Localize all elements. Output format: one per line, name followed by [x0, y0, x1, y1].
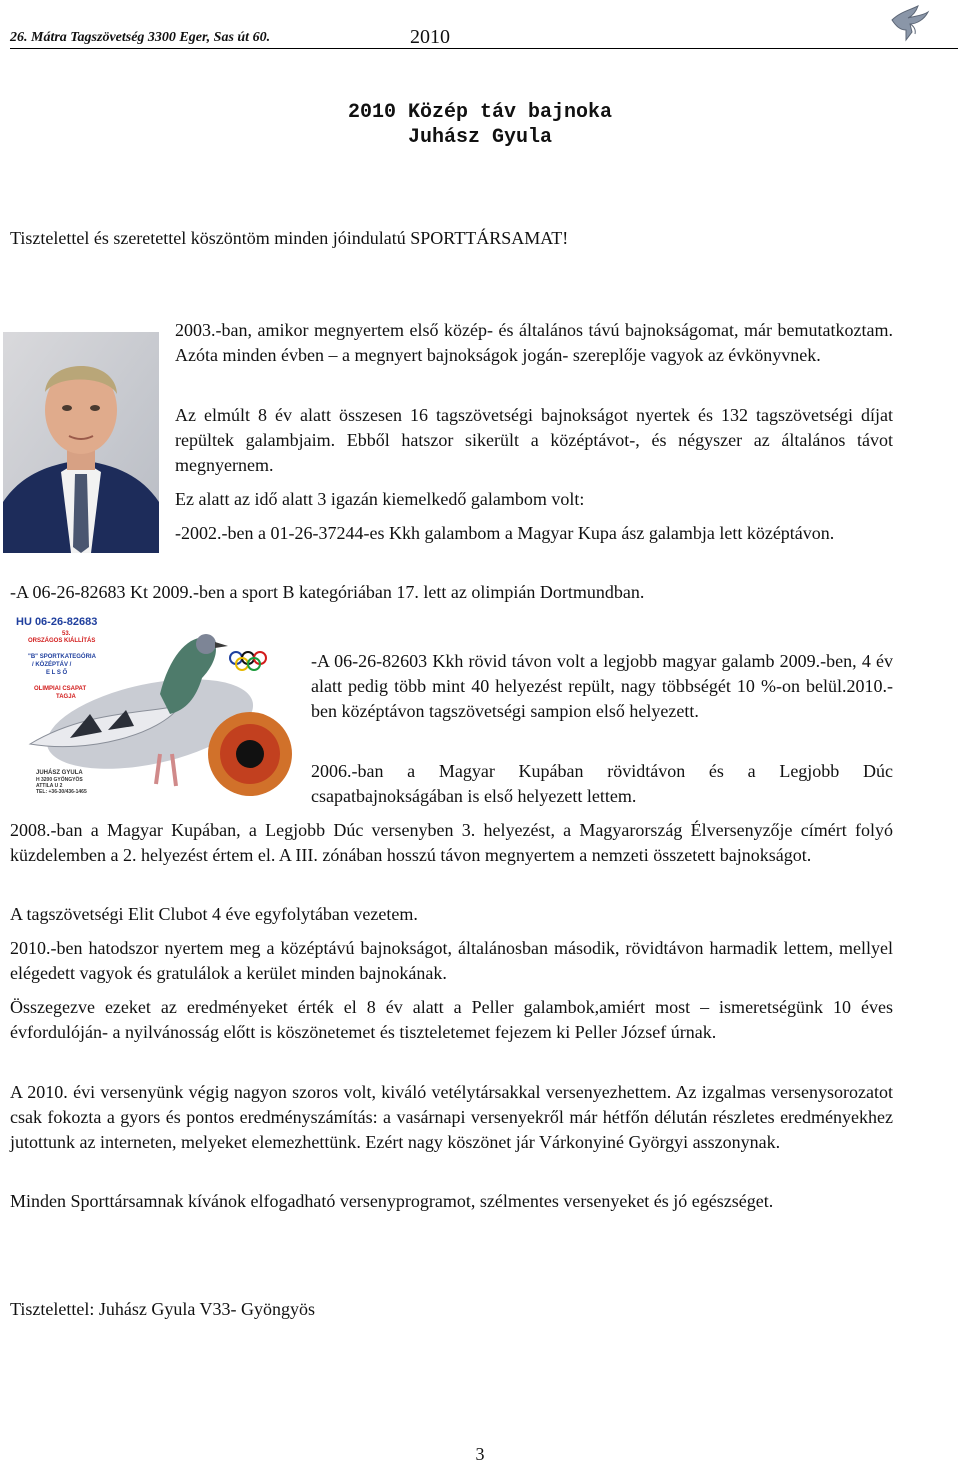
- paragraph-2010-results: 2010.-ben hatodszor nyertem meg a középtávú bajnokságot, általánosban második, rövidtávon harmadik lettem, mellyel elégedett vagyok és gratulálok a kerület minden bajnokának.: [10, 938, 893, 983]
- header-association: 26. Mátra Tagszövetség 3300 Eger, Sas út 60.: [10, 30, 271, 45]
- pigeon-owner-address2: ATTILA U 2: [36, 783, 63, 789]
- article-title: [0, 100, 960, 150]
- pigeon-ring-number: HU 06-26-82683: [16, 616, 98, 628]
- paragraph-peller: Összegezve ezeket az eredményeket érték el 8 év alatt a Peller galambok,amiért most – ismeretségünk 10 éves évfordulóján- a nyilvánosság előtt is köszönetemet és tiszteletemet fejezem ki Peller József úrnak.: [10, 997, 893, 1042]
- paragraph-2006: 2006.-ban a Magyar Kupában rövidtávon és a Legjobb Dúc csapatbajnokságában is első helyezett lettem.: [311, 761, 893, 806]
- paragraph-wishes: Minden Sporttársamnak kívánok elfogadható versenyprogramot, szélmentes versenyeket és jó egészséget.: [10, 1191, 774, 1211]
- paragraph-pigeon-82603: -A 06-26-82603 Kkh rövid távon volt a legjobb magyar galamb 2009.-ben, 4 év alatt pedig több mint 40 helyezést repült, nagy többségét 10 %-on belül.2010.-ben középtávon tagszövetségi sampion első helyezett.: [311, 651, 893, 721]
- pigeon-owner-name: JUHÁSZ GYULA: [36, 770, 83, 776]
- paragraph-2003: 2003.-ban, amikor megnyertem első közép- és általános távú bajnokságomat, már bemutatkoztam. Azóta minden évben – a megnyert bajnokságok jogán- szereplője vagyok az évkönyvnek.: [175, 320, 893, 365]
- pigeon-owner-phone: TEL: +36-30/436-1465: [36, 789, 87, 795]
- header-year: 2010: [410, 26, 450, 48]
- pigeon-card-line6: OLIMPIAI CSAPAT: [34, 686, 87, 692]
- page-number: 3: [475, 1444, 485, 1464]
- title-line-1: 2010 Közép táv bajnoka: [347, 101, 613, 124]
- pigeon-card-line4: / KÖZÉPTÁV /: [32, 662, 72, 668]
- pigeon-poster: [10, 614, 294, 800]
- paragraph-2010-season: A 2010. évi versenyünk végig nagyon szoros volt, kiváló vetélytársakkal versenyezhettem. Az izgalmas versenysorozatot csak fokozta a gyors és pontos eredményszámítás: a vasárnapi versenyekről már hétfőn délután részletes eredményekhez jutottunk az interneten, melyeket elemezhettünk. Ezért nagy köszönet jár Várkonyiné Györgyi asszonynak.: [10, 1082, 893, 1152]
- pigeon-card-line5: E L S Ő: [46, 670, 68, 676]
- paragraph-3-pigeons: Ez alatt az idő alatt 3 igazán kiemelkedő galambom volt:: [175, 489, 585, 509]
- greeting-paragraph: Tisztelettel és szeretettel köszöntöm minden jóindulatú SPORTTÁRSAMAT!: [10, 228, 569, 248]
- pigeon-card-line3: "B" SPORTKATEGÓRIA: [28, 654, 96, 660]
- paragraph-2008: 2008.-ban a Magyar Kupában, a Legjobb Dúc versenyben 3. helyezést, a Magyarország Élversenyzője címért folyó küzdelemben a 2. helyezést értem el. A III. zónában hosszú távon megnyertem a nemzeti összetett bajnokságot.: [10, 820, 893, 865]
- dove-icon: [888, 2, 932, 46]
- title-line-2: Juhász Gyula: [407, 126, 553, 149]
- paragraph-8-years: Az elmúlt 8 év alatt összesen 16 tagszövetségi bajnokságot nyertek és 132 tagszövetségi díjat repültek galambjaim. Ebből hatszor sikerült a középtávot-, és négyszer az általános távot megnyernem.: [175, 405, 893, 475]
- paragraph-pigeon-82683: -A 06-26-82683 Kt 2009.-ben a sport B kategóriában 17. lett az olimpián Dortmundban.: [10, 582, 645, 602]
- pigeon-card-line1: 53.: [62, 631, 71, 637]
- page-header: [10, 24, 958, 49]
- paragraph-pigeon-2002: -2002.-ben a 01-26-37244-es Kkh galambom a Magyar Kupa ász galambja lett középtávon.: [175, 523, 835, 543]
- pigeon-card-line7: TAGJA: [56, 694, 76, 700]
- pigeon-card-line2: ORSZÁGOS KIÁLLÍTÁS: [28, 638, 96, 644]
- author-portrait: [3, 332, 159, 553]
- pigeon-owner-address1: H 3200 GYÖNGYÖS: [36, 777, 83, 783]
- paragraph-elit-club: A tagszövetségi Elit Clubot 4 éve egyfolytában vezetem.: [10, 904, 418, 924]
- signature: Tisztelettel: Juhász Gyula V33- Gyöngyös: [10, 1299, 315, 1319]
